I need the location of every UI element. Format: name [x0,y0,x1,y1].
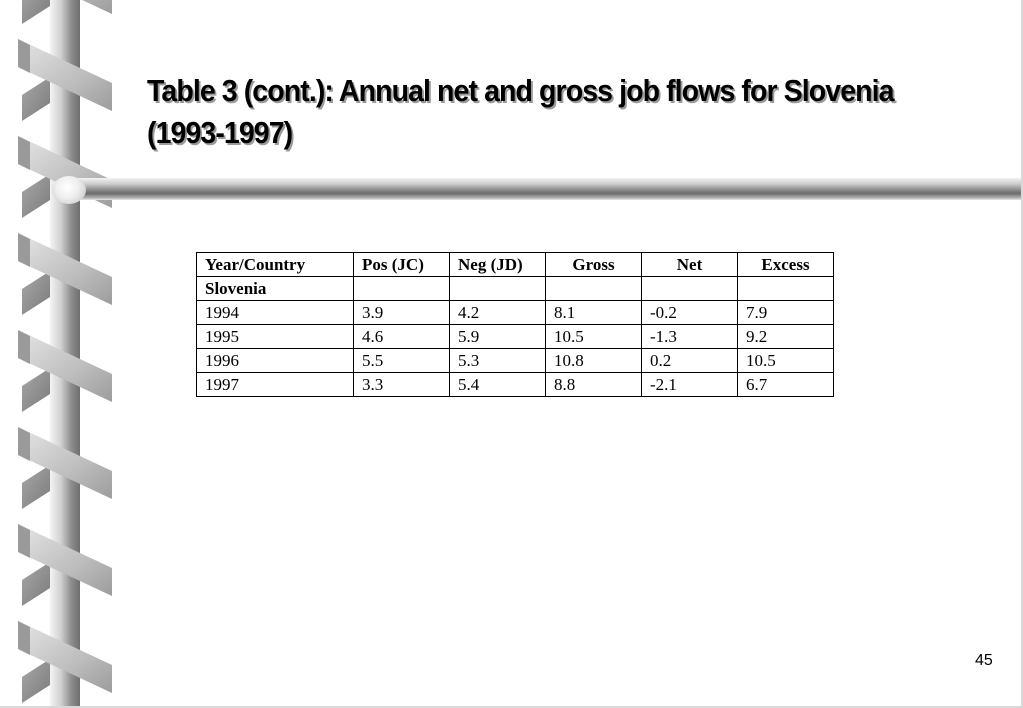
table-cell: 1995 [197,325,354,349]
table-cell: 9.2 [738,325,834,349]
table-cell: 5.4 [450,373,546,397]
table-row-section [197,277,834,301]
horizontal-rule [66,178,1023,200]
table-cell: 7.9 [738,301,834,325]
table-cell [354,277,450,301]
job-flows-table [196,252,834,397]
table-cell: 1997 [197,373,354,397]
section-label: Slovenia [197,277,354,301]
table-cell: 4.2 [450,301,546,325]
table-cell: -2.1 [642,373,738,397]
table-cell: 5.3 [450,349,546,373]
table-cell: 1996 [197,349,354,373]
table-cell: 4.6 [354,325,450,349]
table-cell [738,277,834,301]
table-cell: 3.9 [354,301,450,325]
table-cell: -0.2 [642,301,738,325]
header-year-country: Year/Country [197,253,354,277]
table-cell: -1.3 [642,325,738,349]
table-row [197,349,834,373]
table-row [197,301,834,325]
table-cell: 5.9 [450,325,546,349]
rule-knob [52,176,86,204]
table-cell: 8.1 [546,301,642,325]
decorative-ribbon-icon [0,0,120,708]
table-cell: 10.5 [738,349,834,373]
table-cell: 8.8 [546,373,642,397]
table-cell [450,277,546,301]
page-number: 45 [975,652,993,669]
header-net: Net [642,253,738,277]
header-pos-jc: Pos (JC) [354,253,450,277]
table-cell: 3.3 [354,373,450,397]
header-excess: Excess [738,253,834,277]
table-cell: 6.7 [738,373,834,397]
table-cell [642,277,738,301]
table-row [197,325,834,349]
header-neg-jd: Neg (JD) [450,253,546,277]
table-row [197,373,834,397]
slide-title: Table 3 (cont.): Annual net and gross job flows for Slovenia (1993-1997) [147,73,894,150]
table-cell: 0.2 [642,349,738,373]
table-cell: 10.5 [546,325,642,349]
table-cell [546,277,642,301]
table-header-row [197,253,834,277]
table-cell: 10.8 [546,349,642,373]
header-gross: Gross [546,253,642,277]
table-cell: 1994 [197,301,354,325]
table-cell: 5.5 [354,349,450,373]
